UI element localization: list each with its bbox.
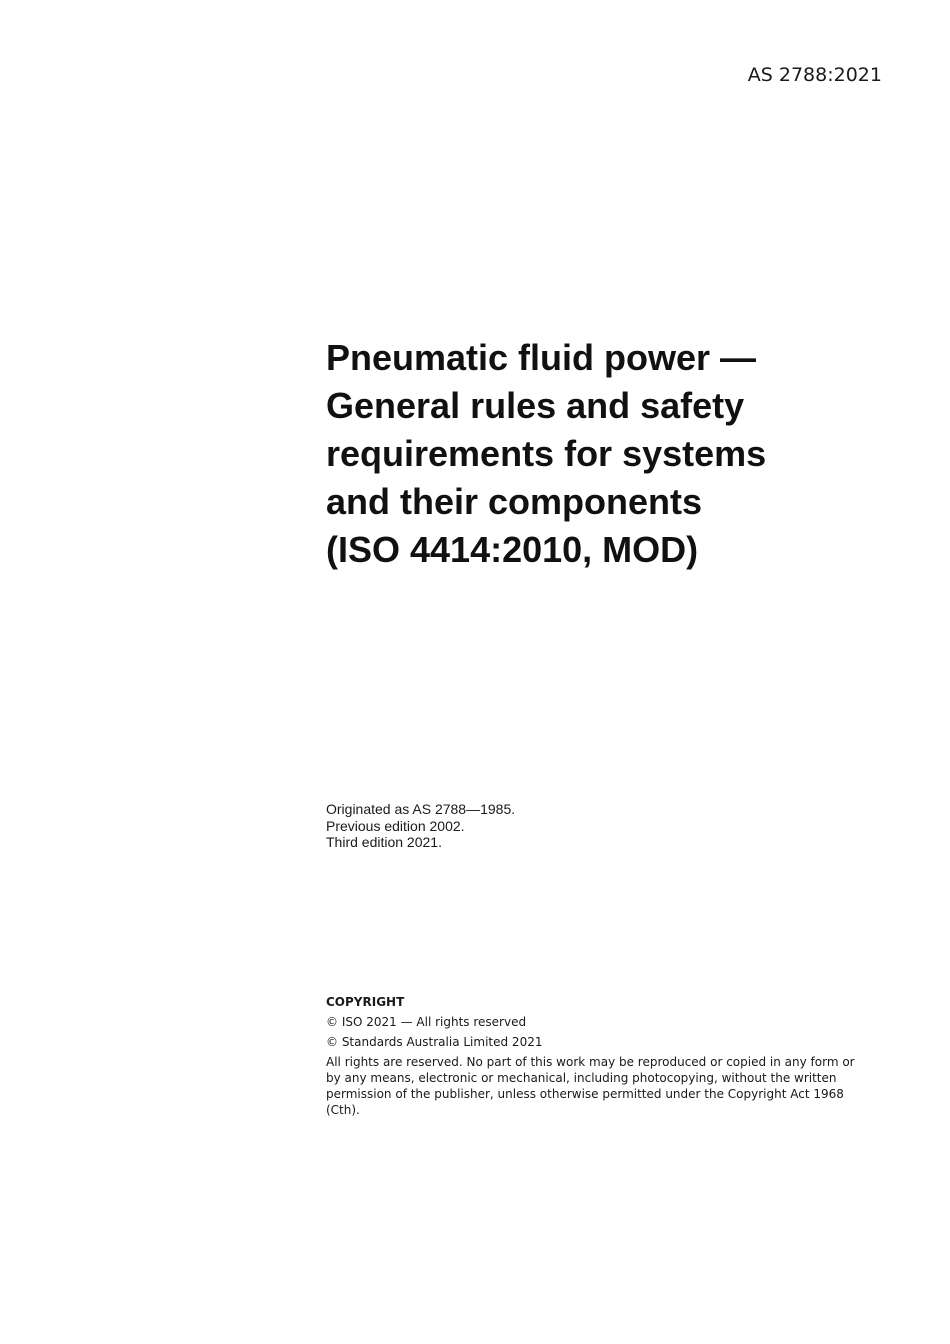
history-line: Previous edition 2002. <box>326 817 465 834</box>
copyright-heading: COPYRIGHT <box>326 995 405 1009</box>
iso-copyright: © ISO 2021 — All rights reserved <box>326 1015 527 1029</box>
sa-copyright: © Standards Australia Limited 2021 <box>326 1035 543 1049</box>
edition-history <box>326 801 515 851</box>
history-line: Third edition 2021. <box>326 834 442 850</box>
copyright-notice: All rights are reserved. No part of this work may be reproduced or copied in any form or by any means, electronic or mechanical, including photocopying, without the written permission of the publisher, unless otherwise permitted under the Copyright Act 1968 (Cth). <box>326 1055 855 1117</box>
document-title <box>326 334 886 574</box>
title-line: and their components <box>326 481 703 522</box>
copyright-block <box>326 994 856 1118</box>
title-line: Pneumatic fluid power — <box>326 337 757 378</box>
title-line: requirements for systems <box>326 433 767 474</box>
title-line: General rules and safety <box>326 385 745 426</box>
title-line: (ISO 4414:2010, MOD) <box>326 529 699 570</box>
history-line: Originated as AS 2788—1985. <box>326 801 516 817</box>
document-number: AS 2788:2021 <box>747 64 882 86</box>
